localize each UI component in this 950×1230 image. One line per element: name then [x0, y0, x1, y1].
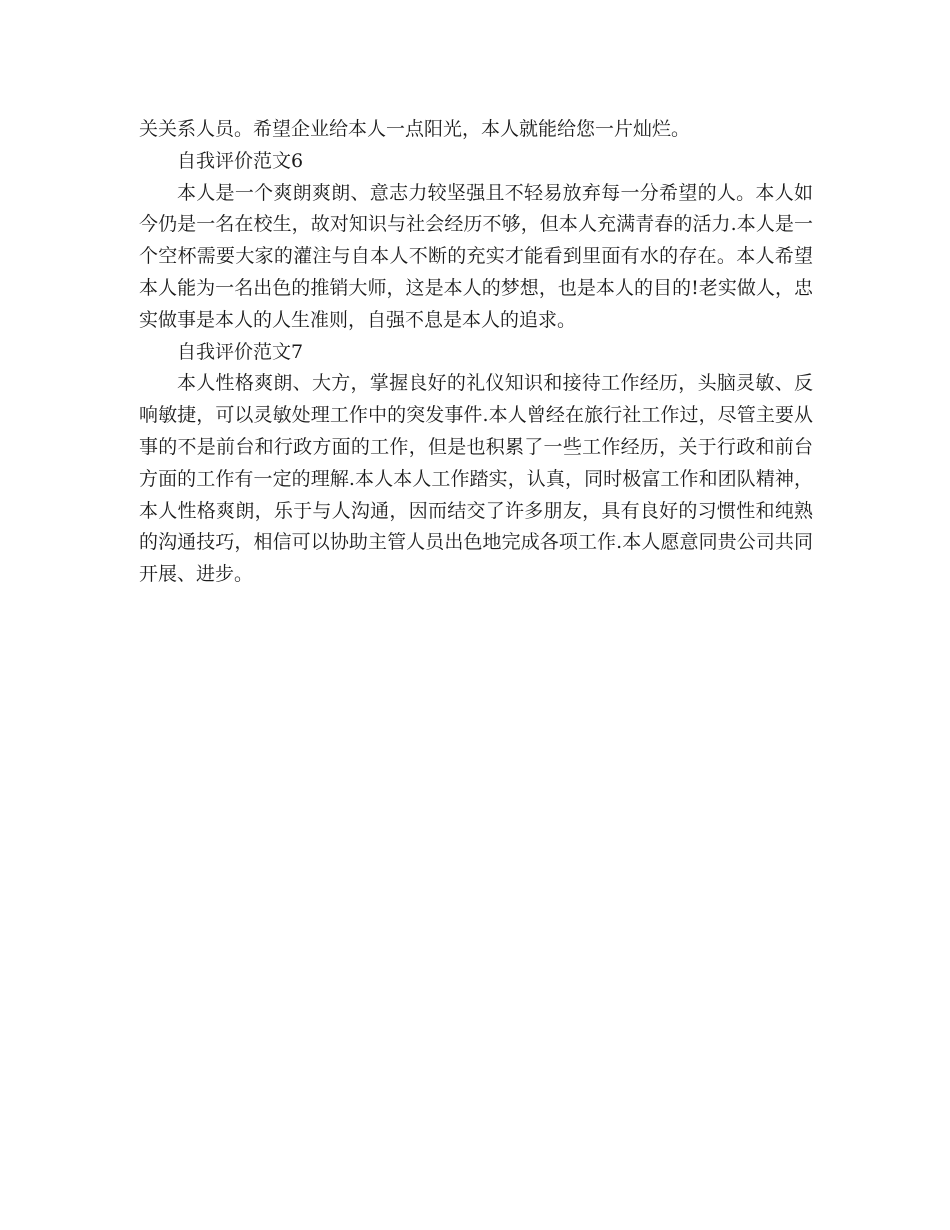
section-heading-6: 自我评价范文6	[177, 149, 304, 172]
body-paragraph-6: 本人是一个爽朗爽朗、意志力较坚强且不轻易放弃每一分希望的人。本人如今仍是一名在校生，故对知识与社会经历不够，但本人充满青春的活力.本人是一个空杯需要大家的灌注与自本人不断的充实才能看到里面有水的存在。本人希望本人能为一名出色的推销大师，这是本人的梦想，也是本人的目的!老实做人，忠实做事是本人的人生准则，自强不息是本人的追求。	[139, 181, 813, 331]
body-paragraph-7: 本人性格爽朗、大方，掌握良好的礼仪知识和接待工作经历，头脑灵敏、反响敏捷，可以灵敏处理工作中的突发事件.本人曾经在旅行社工作过，尽管主要从事的不是前台和行政方面的工作，但是也积累了一些工作经历，关于行政和前台方面的工作有一定的理解.本人本人工作踏实，认真，同时极富工作和团队精神，本人性格爽朗，乐于与人沟通，因而结交了许多朋友，具有良好的习惯性和纯熟的沟通技巧，相信可以协助主管人员出色地完成各项工作.本人愿意同贵公司共同开展、进步。	[139, 372, 813, 586]
continuation-paragraph: 关关系人员。希望企业给本人一点阳光，本人就能给您一片灿烂。	[139, 118, 691, 140]
document-body	[139, 114, 813, 591]
section-heading-7: 自我评价范文7	[177, 340, 304, 363]
